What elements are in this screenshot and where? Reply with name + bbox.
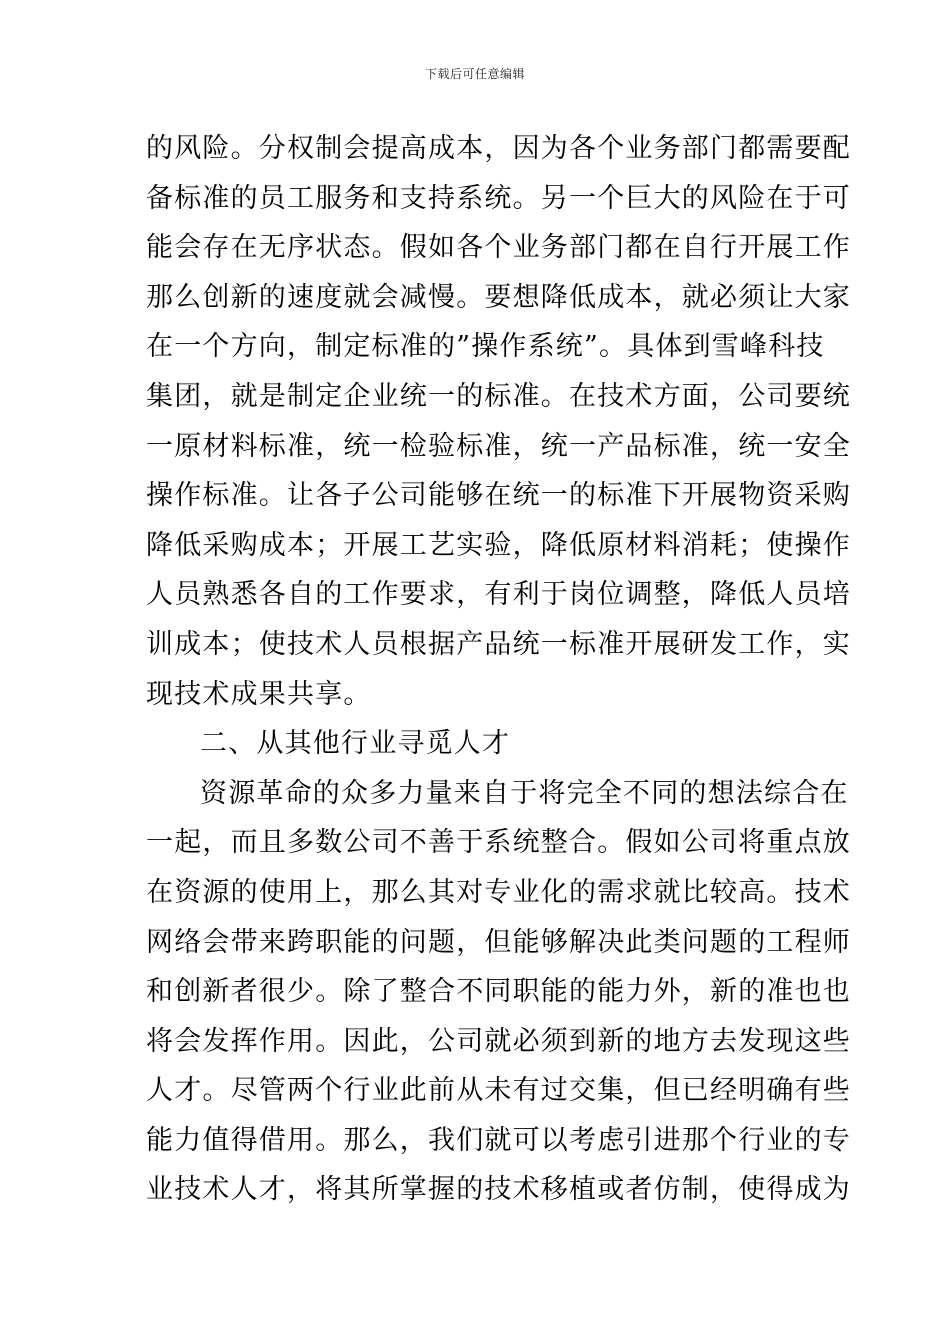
section-heading: 二、从其他行业寻觅人才 [200, 728, 511, 760]
text-line: 和创新者很少。除了整合不同职能的能力外，新的准也也 [146, 976, 851, 1008]
text-line: 集团，就是制定企业统一的标准。在技术方面，公司要统 [146, 380, 851, 412]
text-line: 备标准的员工服务和支持系统。另一个巨大的风险在于可 [146, 182, 851, 214]
text-line: 降低采购成本；开展工艺实验，降低原材料消耗；使操作 [146, 529, 851, 561]
text-line: 现技术成果共享。 [146, 678, 372, 710]
paragraph-first-line: 资源革命的众多力量来自于将完全不同的想法综合在 [200, 777, 849, 809]
text-line: 能力值得借用。那么，我们就可以考虑引进那个行业的专 [146, 1124, 851, 1156]
document-body [146, 124, 851, 1215]
text-line: 训成本；使技术人员根据产品统一标准开展研发工作，实 [146, 628, 851, 660]
header-note: 下载后可任意编辑 [424, 67, 525, 81]
text-line: 那么创新的速度就会减慢。要想降低成本，就必须让大家 [146, 281, 851, 313]
text-line: 网络会带来跨职能的问题，但能够解决此类问题的工程师 [146, 926, 851, 958]
text-line: 在一个方向，制定标准的”操作系统”。具体到雪峰科技 [146, 331, 825, 363]
text-line: 能会存在无序状态。假如各个业务部门都在自行开展工作 [146, 232, 851, 264]
text-line: 一原材料标准，统一检验标准，统一产品标准，统一安全 [146, 430, 851, 462]
text-line: 人才。尽管两个行业此前从未有过交集，但已经明确有些 [146, 1075, 851, 1107]
text-line: 人员熟悉各自的工作要求，有利于岗位调整，降低人员培 [146, 579, 851, 611]
text-line: 业技术人才，将其所掌握的技术移植或者仿制，使得成为 [146, 1174, 851, 1206]
text-line: 将会发挥作用。因此，公司就必须到新的地方去发现这些 [146, 1025, 851, 1057]
text-line: 操作标准。让各子公司能够在统一的标准下开展物资采购 [146, 480, 851, 512]
text-line: 一起，而且多数公司不善于系统整合。假如公司将重点放 [146, 827, 851, 859]
text-line: 的风险。分权制会提高成本，因为各个业务部门都需要配 [146, 133, 851, 164]
text-line: 在资源的使用上，那么其对专业化的需求就比较高。技术 [146, 876, 851, 908]
